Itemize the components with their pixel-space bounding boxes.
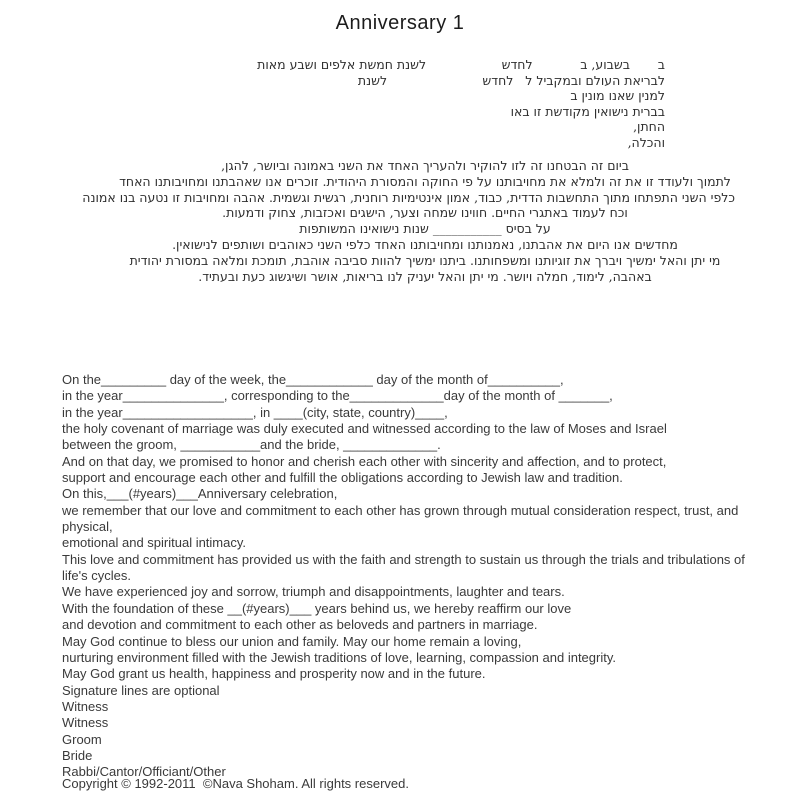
english-text-line: in the year______________, corresponding to the_____________day of the month of _______, [62,388,613,404]
english-text-line: On this,___(#years)___Anniversary celebration, [62,486,338,502]
hebrew-date-line: בברית נישואין מקודשת זו באו [510,103,665,119]
english-text-line: This love and commitment has provided us with the faith and strength to sustain us through the trials and tribulations of [62,551,745,567]
english-text-line: Rabbi/Cantor/Officiant/Other [62,764,226,780]
hebrew-vows-line: מחדשים אנו היום את אהבתנו, נאמנותנו ומחויבותנו האחד כלפי השני כאוהבים ושותפים לנישואין. [172,236,678,252]
english-text-line: Signature lines are optional [62,682,220,698]
english-text-line: We have experienced joy and sorrow, triumph and disappointments, laughter and tears. [62,584,565,600]
english-text-line: Witness [62,715,109,731]
hebrew-date-line: לבריאת העולם ובמקביל ל לחדש לשנת [357,72,665,88]
english-text-line: the holy covenant of marriage was duly executed and witnessed according to the law of Moses and Israel [62,421,667,437]
hebrew-vows-line: מי יתן והאל ימשיך ויברך את זוגיותנו ומשפחותנו. ביתנו ימשיך להוות סביבה אוהבת, תומכת ומלאה במסורת יהודית [129,252,721,268]
hebrew-date-section [257,57,665,151]
hebrew-vows-line: על בסיס ___________ שנות נישואינו המשותפות [299,221,551,237]
english-text-line: Witness [62,698,109,714]
english-text-line: life's cycles. [62,568,131,584]
english-text-line: On the_________ day of the week, the____________ day of the month of__________, [62,372,564,387]
english-text-line: between the groom, ___________and the bride, _____________. [62,437,441,453]
hebrew-vows-line: וכח לעמוד באתגרי החיים. חווינו שמחה וצער, הישגים ואכזבות, צחוק ודמעות. [222,205,628,221]
english-text-line: And on that day, we promised to honor and cherish each other with sincerity and affection, and to protect, [62,453,667,469]
english-text-section [62,372,782,781]
english-text-line: Bride [62,747,93,763]
english-text-line: we remember that our love and commitment to each other has grown through mutual consideration respect, trust, and [62,502,739,518]
english-text-line: With the foundation of these __(#years)___ years behind us, we hereby reaffirm our love [62,600,572,616]
hebrew-date-line: ב בשבוע, ב לחדש לשנת חמשת אלפים ושבע מאות [257,57,665,72]
hebrew-vows-line: באהבה, לימוד, חמלה ויושר. מי יתן והאל יעניק לנו בריאות, אושר ושיגשוג כעת ובעתיד. [198,268,652,284]
hebrew-date-line: והכלה, [627,134,665,150]
english-text-line: Groom [62,731,102,747]
hebrew-date-line: החתן, [633,119,665,135]
english-text-line: nurturing environment filled with the Jewish traditions of love, learning, compassion and integrity. [62,649,616,665]
english-text-line: May God continue to bless our union and family. May our home remain a loving, [62,633,522,649]
english-text-line: physical, [62,519,113,535]
page-title: Anniversary 1 [335,12,465,34]
hebrew-vows-line: ביום זה הבטחנו זה לזו להוקיר ולהעריך האחד את השני באמונה וביושר, להגן, [221,158,629,173]
hebrew-vows-line: כלפי השני התפתחו מתוך התחשבות הדדית, כבוד, אמון אינטימיות רוחנית, רגשית וגשמית. אהבה ומחויבות זו נטעה בנו אמונה [82,189,735,205]
copyright-line: Copyright © 1992-2011 ©Nava Shoham. All rights reserved. [62,776,409,791]
hebrew-vows-paragraph [82,158,735,284]
english-text-line: support and encourage each other and fulfill the obligations according to Jewish law and tradition. [62,470,623,486]
hebrew-vows-line: לתמוך ולעודד זו את זה ולמלא את מחויבותנו על פי החוקה והמסורת היהודית. זוכרים אנו שאהבתנו ומחויבותנו האחד [119,173,731,189]
english-text-line: May God grant us health, happiness and prosperity now and in the future. [62,666,486,682]
english-text-line: in the year__________________, in ____(city, state, country)____, [62,404,448,420]
hebrew-date-line: למנין שאנו מונין ב [570,88,665,104]
english-text-line: emotional and spiritual intimacy. [62,535,247,551]
english-text-line: and devotion and commitment to each other as beloveds and partners in marriage. [62,617,538,633]
